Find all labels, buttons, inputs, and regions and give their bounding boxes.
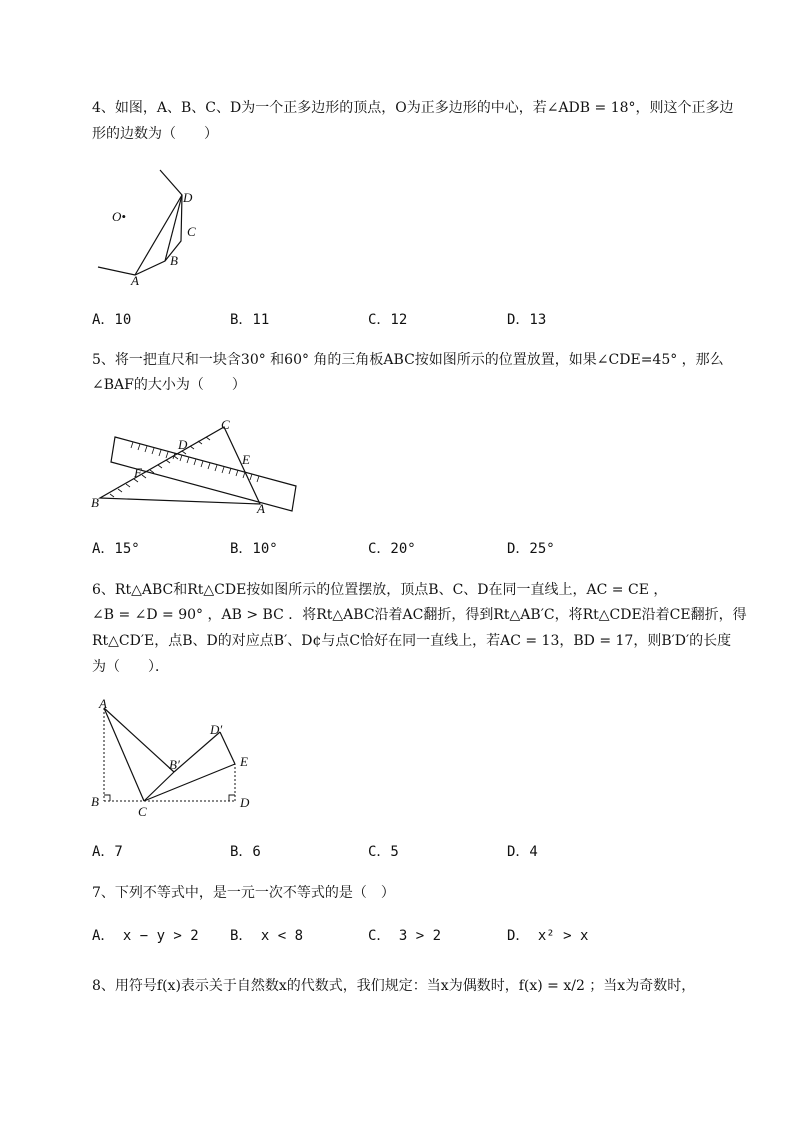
q4-label-a: A (131, 273, 139, 288)
q4-option-d[interactable]: D．13 (507, 312, 547, 328)
q6-stem-line3: Rt△CD′E，点B、D的对应点B′、D¢与点C恰好在同一直线上，若AC = 13，BD = 17，则B′D′的长度 (92, 633, 732, 649)
q7-stem-line1: 7、下列不等式中，是一元一次不等式的是（ ） (92, 885, 395, 901)
q4-figure (90, 165, 220, 290)
q6-label-a: A (99, 696, 107, 711)
q6-label-e: E (240, 754, 248, 769)
q6-label-d-prime: D′ (210, 722, 223, 737)
q6-label-c: C (138, 804, 147, 819)
q6-stem-line4: 为（ ）． (92, 659, 169, 675)
q7-option-c[interactable]: C． 3 > 2 (368, 928, 442, 944)
q6-figure (90, 696, 260, 821)
q5-label-b: B (91, 495, 99, 510)
q7-option-b[interactable]: B． x < 8 (230, 928, 304, 944)
q8-stem-line1: 8、用符号f(x)表示关于自然数x的代数式，我们规定：当x为偶数时，f(x) = x/2 ；当x为奇数时， (92, 978, 696, 994)
q4-label-c: C (187, 224, 196, 239)
q6-label-b: B (91, 794, 99, 809)
q6-option-a[interactable]: A．7 (92, 844, 123, 860)
q5-stem-line2: ∠BAF的大小为（ ） (92, 377, 246, 393)
q4-label-o: O• (112, 209, 126, 224)
q5-stem-line1: 5、将一把直尺和一块含30° 和60° 角的三角板ABC按如图所示的位置放置，如果∠CDE=45° ，那么 (92, 352, 724, 368)
q7-option-d[interactable]: D． x² > x (507, 928, 589, 944)
q5-label-c: C (221, 417, 230, 432)
q6-option-c[interactable]: C．5 (368, 844, 399, 860)
q5-option-b[interactable]: B．10° (230, 541, 278, 557)
q6-stem-line1: 6、Rt△ABC和Rt△CDE按如图所示的位置摆放，顶点B、C、D在同一直线上，AC = CE ， (92, 582, 668, 598)
q6-option-d[interactable]: D．4 (507, 844, 538, 860)
q6-label-b-prime: B′ (169, 757, 180, 772)
q5-figure (88, 415, 308, 515)
q5-label-a: A (257, 501, 265, 516)
q4-label-b: B (170, 253, 178, 268)
q4-label-d: D (183, 190, 193, 205)
q4-option-c[interactable]: C．12 (368, 312, 408, 328)
q5-label-f: F (134, 465, 142, 480)
q4-option-a[interactable]: A．10 (92, 312, 132, 328)
q6-label-d: D (240, 795, 250, 810)
q5-option-a[interactable]: A．15° (92, 541, 140, 557)
q4-stem-line1: 4、如图，A、B、C、D为一个正多边形的顶点，O为正多边形的中心，若∠ADB = 18°，则这个正多边 (92, 100, 734, 116)
q6-stem-line2: ∠B = ∠D = 90° ，AB > BC ．将Rt△ABC沿着AC翻折，得到Rt△AB′C，将Rt△CDE沿着CE翻折，得 (92, 607, 747, 623)
q7-option-a[interactable]: A． x − y > 2 (92, 928, 199, 944)
q5-option-d[interactable]: D．25° (507, 541, 555, 557)
q4-option-b[interactable]: B．11 (230, 312, 270, 328)
q5-option-c[interactable]: C．20° (368, 541, 416, 557)
q5-label-d: D (178, 437, 188, 452)
q6-option-b[interactable]: B．6 (230, 844, 261, 860)
q5-label-e: E (242, 452, 250, 467)
q4-stem-line2: 形的边数为（ ） (92, 126, 218, 142)
